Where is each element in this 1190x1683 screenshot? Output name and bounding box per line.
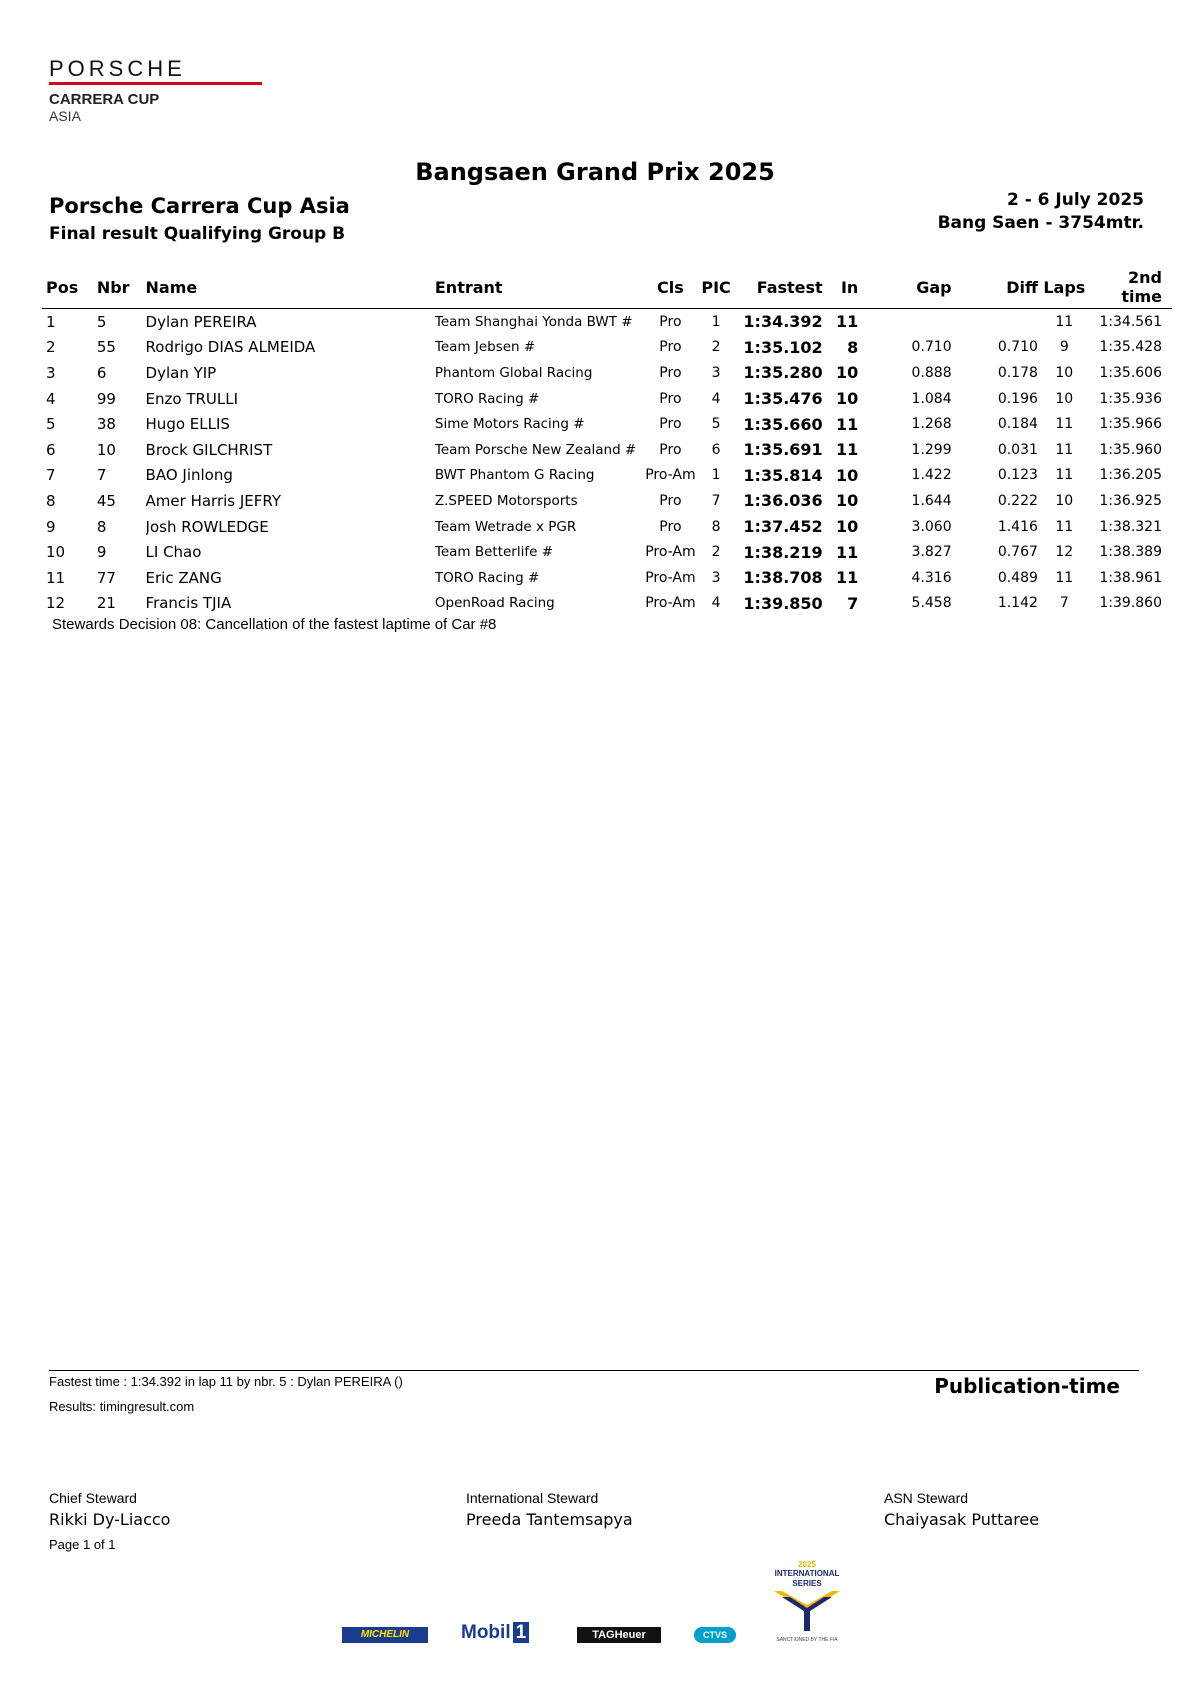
entrant-cell: Z.SPEED Motorsports [434, 492, 578, 509]
pos-cell: 1 [46, 312, 56, 331]
in-lap-cell: 11 [836, 414, 859, 434]
entrant-cell: Team Porsche New Zealand # [434, 441, 637, 458]
entrant-cell: Team Jebsen # [434, 339, 536, 356]
second-time-cell: 1:35.960 [1099, 441, 1162, 458]
diff-cell: 1.142 [997, 595, 1038, 612]
international-steward-name: Preeda Tantemsapya [466, 1510, 633, 1529]
col-diff: Diff [952, 268, 1038, 309]
second-time-cell: 1:36.205 [1099, 467, 1162, 484]
driver-name-cell: Josh ROWLEDGE [145, 517, 269, 536]
driver-name-cell: Francis TJIA [145, 594, 232, 613]
gap-cell: 3.060 [911, 518, 952, 535]
class-cell: Pro [659, 390, 682, 407]
gap-cell: 3.827 [911, 544, 952, 561]
col-name: Name [146, 268, 435, 309]
col-entrant: Entrant [435, 268, 645, 309]
nbr-cell: 77 [96, 568, 116, 587]
col-cls: Cls [645, 268, 696, 309]
table-row [42, 565, 1172, 591]
asn-steward-role: ASN Steward [884, 1490, 969, 1506]
fastest-cell: 1:38.708 [743, 568, 823, 588]
pic-cell: 2 [711, 339, 721, 356]
pos-cell: 7 [46, 466, 56, 485]
gap-cell [862, 309, 951, 335]
diff-cell: 0.184 [997, 416, 1038, 433]
second-time-cell: 1:35.966 [1099, 416, 1162, 433]
fastest-cell: 1:34.392 [743, 312, 823, 332]
laps-cell: 10 [1055, 492, 1074, 509]
second-time-cell: 1:38.961 [1099, 569, 1162, 586]
fastest-time-note: Fastest time : 1:34.392 in lap 11 by nbr. 5 : Dylan PEREIRA () [49, 1374, 403, 1389]
fastest-cell: 1:37.452 [743, 517, 823, 537]
entrant-cell: TORO Racing # [434, 390, 540, 407]
laps-cell: 11 [1055, 416, 1074, 433]
nbr-cell: 99 [96, 389, 116, 408]
mobil-word: Mobil [461, 1622, 511, 1643]
second-time-cell: 1:35.936 [1099, 390, 1162, 407]
driver-name-cell: Dylan YIP [145, 363, 217, 382]
fia-title: INTERNATIONAL SERIES [774, 1569, 840, 1588]
pic-cell: 8 [711, 518, 721, 535]
gap-cell: 1.644 [911, 492, 952, 509]
gap-cell: 1.422 [911, 467, 952, 484]
class-cell: Pro-Am [645, 467, 696, 484]
laps-cell: 7 [1059, 595, 1069, 612]
nbr-cell: 5 [96, 312, 107, 331]
publication-time: Publication-time [934, 1374, 1120, 1398]
driver-name-cell: Dylan PEREIRA [145, 312, 257, 331]
class-cell: Pro-Am [645, 569, 696, 586]
fia-international-series-badge [762, 1560, 852, 1643]
in-lap-cell: 11 [836, 542, 859, 562]
nbr-cell: 10 [96, 440, 116, 459]
event-dates: 2 - 6 July 2025 [1006, 190, 1144, 210]
entrant-cell: Team Wetrade x PGR [434, 518, 577, 535]
entrant-cell: BWT Phantom G Racing [434, 467, 595, 484]
second-time-cell: 1:35.428 [1099, 339, 1162, 356]
event-title: Bangsaen Grand Prix 2025 [415, 158, 775, 186]
entrant-cell: TORO Racing # [434, 569, 540, 586]
pic-cell: 1 [711, 313, 721, 330]
table-row [42, 411, 1172, 437]
second-time-cell: 1:39.860 [1099, 595, 1162, 612]
col-fastest: Fastest [736, 268, 822, 309]
gap-cell: 1.268 [911, 416, 952, 433]
nbr-cell: 8 [96, 517, 107, 536]
pic-cell: 1 [711, 467, 721, 484]
ctvs-logo: CTVS [694, 1627, 736, 1643]
in-lap-cell: 10 [836, 363, 859, 383]
diff-cell: 0.178 [997, 364, 1038, 381]
class-cell: Pro [659, 441, 682, 458]
pos-cell: 6 [46, 440, 56, 459]
driver-name-cell: Amer Harris JEFRY [145, 491, 282, 510]
pic-cell: 3 [711, 569, 721, 586]
driver-name-cell: Eric ZANG [145, 568, 222, 587]
class-cell: Pro [659, 364, 682, 381]
stewards-decision-note: Stewards Decision 08: Cancellation of the fastest laptime of Car #8 [52, 616, 497, 633]
entrant-cell: Team Betterlife # [434, 544, 554, 561]
class-cell: Pro [659, 492, 682, 509]
class-cell: Pro [659, 518, 682, 535]
gap-cell: 5.458 [911, 595, 952, 612]
nbr-cell: 7 [96, 466, 107, 485]
chief-steward-name: Rikki Dy-Liacco [49, 1510, 171, 1529]
diff-cell: 0.222 [997, 492, 1038, 509]
laps-cell: 11 [1055, 313, 1074, 330]
fastest-cell: 1:35.280 [743, 363, 823, 383]
pos-cell: 2 [46, 338, 56, 357]
gap-cell: 0.710 [911, 339, 952, 356]
fastest-cell: 1:35.102 [743, 337, 823, 357]
second-time-cell: 1:34.561 [1099, 313, 1162, 330]
class-cell: Pro-Am [645, 595, 696, 612]
laps-cell: 10 [1055, 364, 1074, 381]
driver-name-cell: Hugo ELLIS [145, 415, 230, 434]
diff-cell: 1.416 [997, 518, 1038, 535]
col-nbr: Nbr [97, 268, 146, 309]
diff-cell: 0.767 [997, 544, 1038, 561]
fastest-cell: 1:39.850 [743, 593, 823, 613]
driver-name-cell: BAO Jinlong [145, 466, 233, 485]
pos-cell: 5 [46, 415, 56, 434]
logo-series-line2: ASIA [49, 108, 81, 124]
laps-cell: 11 [1055, 518, 1074, 535]
fia-chevron-icon [762, 1589, 852, 1633]
class-cell: Pro-Am [645, 544, 696, 561]
pos-cell: 4 [46, 389, 56, 408]
in-lap-cell: 10 [836, 389, 859, 409]
gap-cell: 1.299 [911, 441, 952, 458]
table-row [42, 437, 1172, 463]
col-pos: Pos [42, 268, 97, 309]
pos-cell: 12 [46, 594, 66, 613]
gap-cell: 0.888 [911, 364, 952, 381]
mobil1-logo [461, 1622, 529, 1644]
table-row [42, 591, 1172, 617]
series-title: Porsche Carrera Cup Asia [49, 194, 350, 218]
results-url: Results: timingresult.com [49, 1399, 195, 1414]
results-table [42, 268, 1172, 616]
table-header-row [42, 268, 1172, 309]
diff-cell: 0.123 [997, 467, 1038, 484]
fastest-cell: 1:35.814 [743, 465, 823, 485]
driver-name-cell: Rodrigo DIAS ALMEIDA [145, 338, 316, 357]
pic-cell: 4 [711, 390, 721, 407]
gap-cell: 4.316 [911, 569, 952, 586]
page-number: Page 1 of 1 [49, 1537, 116, 1552]
second-time-cell: 1:38.321 [1099, 518, 1162, 535]
logo-accent-rule [49, 82, 262, 85]
class-cell: Pro [659, 313, 682, 330]
fia-year: 2025 [798, 1560, 816, 1569]
diff-cell: 0.196 [997, 390, 1038, 407]
in-lap-cell: 11 [836, 440, 859, 460]
session-title: Final result Qualifying Group B [49, 224, 346, 244]
col-laps: Laps [1038, 268, 1091, 309]
table-row [42, 386, 1172, 412]
table-row [42, 309, 1172, 335]
diff-cell [952, 309, 1038, 335]
col-pic: PIC [696, 268, 737, 309]
laps-cell: 11 [1055, 569, 1074, 586]
logo-series-line1: CARRERA CUP [49, 91, 160, 108]
driver-name-cell: Enzo TRULLI [145, 389, 239, 408]
in-lap-cell: 10 [836, 517, 859, 537]
international-steward-role: International Steward [466, 1490, 599, 1506]
pos-cell: 3 [46, 363, 56, 382]
fastest-cell: 1:35.476 [743, 389, 823, 409]
pic-cell: 4 [711, 595, 721, 612]
pic-cell: 2 [711, 544, 721, 561]
nbr-cell: 38 [96, 415, 116, 434]
entrant-cell: Team Shanghai Yonda BWT # [434, 313, 633, 330]
pic-cell: 6 [711, 441, 721, 458]
nbr-cell: 9 [96, 543, 107, 562]
entrant-cell: OpenRoad Racing [434, 595, 555, 612]
in-lap-cell: 10 [836, 491, 859, 511]
asn-steward-name: Chaiyasak Puttaree [884, 1510, 1040, 1529]
pos-cell: 10 [46, 543, 66, 562]
pos-cell: 8 [46, 491, 56, 510]
in-lap-cell: 11 [836, 312, 859, 332]
in-lap-cell: 10 [836, 465, 859, 485]
nbr-cell: 6 [96, 363, 107, 382]
class-cell: Pro [659, 416, 682, 433]
event-venue: Bang Saen - 3754mtr. [937, 213, 1144, 233]
table-row [42, 514, 1172, 540]
fastest-cell: 1:35.660 [743, 414, 823, 434]
nbr-cell: 55 [96, 338, 116, 357]
gap-cell: 1.084 [911, 390, 952, 407]
pic-cell: 7 [711, 492, 721, 509]
entrant-cell: Phantom Global Racing [434, 364, 593, 381]
col-gap: Gap [862, 268, 951, 309]
driver-name-cell: LI Chao [145, 543, 202, 562]
pos-cell: 9 [46, 517, 56, 536]
fastest-cell: 1:36.036 [743, 491, 823, 511]
table-row [42, 360, 1172, 386]
laps-cell: 9 [1059, 339, 1069, 356]
fastest-cell: 1:35.691 [743, 440, 823, 460]
diff-cell: 0.489 [997, 569, 1038, 586]
mobil-one: 1 [513, 1622, 530, 1643]
footer-divider [49, 1370, 1139, 1371]
col-2nd-time: 2nd time [1091, 268, 1172, 309]
laps-cell: 12 [1055, 544, 1074, 561]
pic-cell: 3 [711, 364, 721, 381]
driver-name-cell: Brock GILCHRIST [145, 440, 273, 459]
second-time-cell: 1:36.925 [1099, 492, 1162, 509]
col-in: In [823, 268, 863, 309]
laps-cell: 11 [1055, 441, 1074, 458]
table-row [42, 488, 1172, 514]
tagheuer-logo: TAGHeuer [577, 1627, 661, 1643]
diff-cell: 0.031 [997, 441, 1038, 458]
class-cell: Pro [659, 339, 682, 356]
in-lap-cell: 7 [847, 593, 859, 613]
fastest-cell: 1:38.219 [743, 542, 823, 562]
nbr-cell: 21 [96, 594, 116, 613]
table-row [42, 335, 1172, 361]
laps-cell: 11 [1055, 467, 1074, 484]
michelin-logo: MICHELIN [342, 1627, 428, 1643]
entrant-cell: Sime Motors Racing # [434, 416, 585, 433]
in-lap-cell: 8 [847, 337, 859, 357]
table-row [42, 539, 1172, 565]
fia-sanction: SANCTIONED BY THE FIA [776, 1637, 838, 1643]
porsche-wordmark: PORSCHE [49, 56, 186, 81]
table-row [42, 463, 1172, 489]
in-lap-cell: 11 [836, 568, 859, 588]
chief-steward-role: Chief Steward [49, 1490, 137, 1506]
pos-cell: 11 [46, 568, 66, 587]
pic-cell: 5 [711, 416, 721, 433]
nbr-cell: 45 [96, 491, 116, 510]
laps-cell: 10 [1055, 390, 1074, 407]
diff-cell: 0.710 [997, 339, 1038, 356]
second-time-cell: 1:38.389 [1099, 544, 1162, 561]
second-time-cell: 1:35.606 [1099, 364, 1162, 381]
